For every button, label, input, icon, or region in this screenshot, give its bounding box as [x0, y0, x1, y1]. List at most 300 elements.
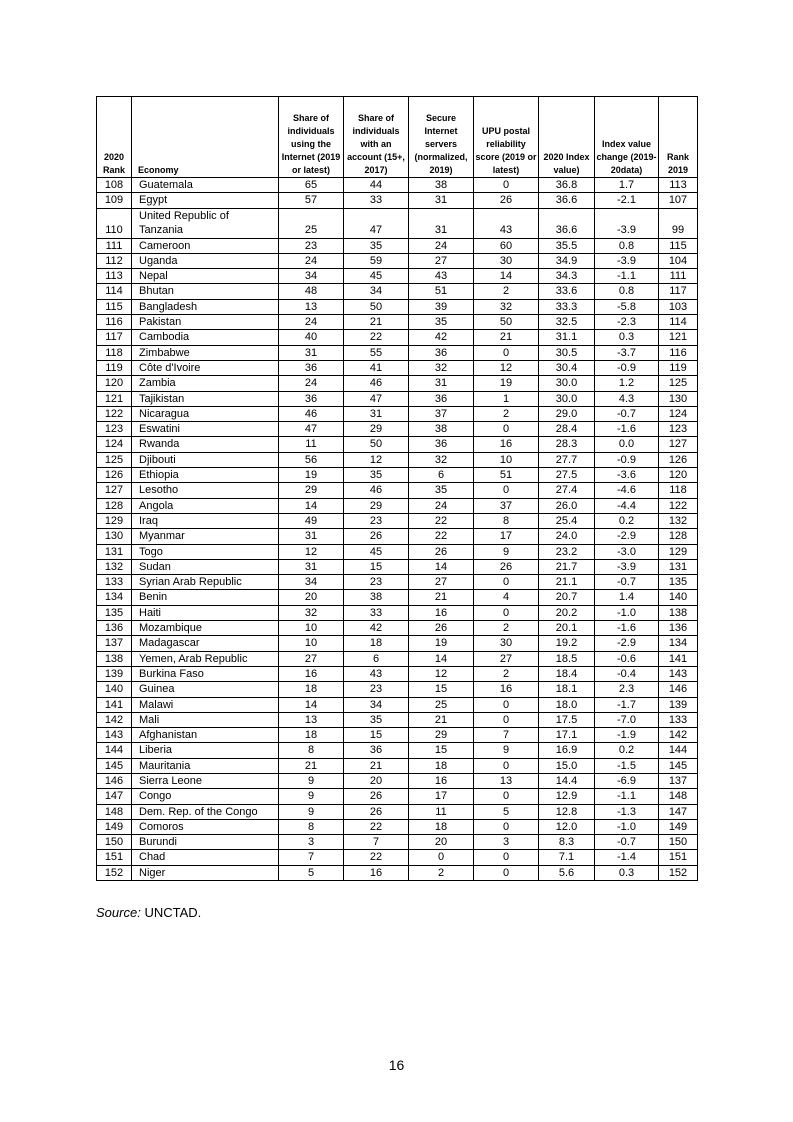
cell-upu-score: 8	[474, 513, 539, 528]
cell-rank-2019: 129	[659, 544, 698, 559]
cell-account-share: 44	[344, 178, 409, 193]
header-index-2020: 2020 Index value)	[539, 97, 595, 178]
cell-secure-servers: 14	[409, 651, 474, 666]
cell-economy: Lesotho	[132, 483, 279, 498]
cell-rank-2019: 128	[659, 529, 698, 544]
cell-index-2020: 18.0	[539, 697, 595, 712]
cell-index-2020: 27.4	[539, 483, 595, 498]
cell-rank-2019: 119	[659, 360, 698, 375]
cell-secure-servers: 2	[409, 865, 474, 880]
cell-index-change: 2.3	[595, 682, 659, 697]
cell-upu-score: 32	[474, 299, 539, 314]
cell-account-share: 38	[344, 590, 409, 605]
cell-economy: Mauritania	[132, 758, 279, 773]
cell-economy: Mozambique	[132, 621, 279, 636]
cell-economy: Benin	[132, 590, 279, 605]
cell-internet-share: 21	[279, 758, 344, 773]
cell-rank-2020: 131	[97, 544, 132, 559]
table-row	[97, 544, 698, 559]
table-row	[97, 529, 698, 544]
cell-index-2020: 34.9	[539, 253, 595, 268]
cell-account-share: 18	[344, 636, 409, 651]
header-index-change: Index value change (2019-20data)	[595, 97, 659, 178]
cell-rank-2019: 145	[659, 758, 698, 773]
cell-economy: Haiti	[132, 605, 279, 620]
cell-account-share: 16	[344, 865, 409, 880]
cell-index-change: -0.4	[595, 666, 659, 681]
cell-index-2020: 19.2	[539, 636, 595, 651]
cell-upu-score: 13	[474, 773, 539, 788]
cell-rank-2020: 124	[97, 437, 132, 452]
cell-rank-2020: 143	[97, 728, 132, 743]
cell-index-2020: 33.6	[539, 284, 595, 299]
cell-secure-servers: 11	[409, 804, 474, 819]
cell-rank-2020: 110	[97, 208, 132, 238]
cell-index-change: -0.7	[595, 406, 659, 421]
cell-rank-2019: 99	[659, 208, 698, 238]
table-row	[97, 345, 698, 360]
cell-upu-score: 0	[474, 483, 539, 498]
cell-rank-2019: 132	[659, 513, 698, 528]
cell-internet-share: 8	[279, 743, 344, 758]
cell-index-change: -1.3	[595, 804, 659, 819]
cell-rank-2020: 128	[97, 498, 132, 513]
header-internet-share: Share of individuals using the Internet (2019 or latest)	[279, 97, 344, 178]
cell-rank-2020: 133	[97, 575, 132, 590]
cell-account-share: 41	[344, 360, 409, 375]
cell-account-share: 45	[344, 544, 409, 559]
cell-economy: Burkina Faso	[132, 666, 279, 681]
cell-economy: Zambia	[132, 376, 279, 391]
cell-secure-servers: 38	[409, 178, 474, 193]
cell-secure-servers: 15	[409, 682, 474, 697]
cell-economy: Tajikistan	[132, 391, 279, 406]
table-row	[97, 238, 698, 253]
cell-index-2020: 36.6	[539, 208, 595, 238]
cell-index-2020: 25.4	[539, 513, 595, 528]
cell-account-share: 29	[344, 498, 409, 513]
table-row	[97, 284, 698, 299]
cell-index-2020: 18.4	[539, 666, 595, 681]
table-row	[97, 865, 698, 880]
cell-economy: Rwanda	[132, 437, 279, 452]
cell-account-share: 15	[344, 728, 409, 743]
cell-rank-2020: 135	[97, 605, 132, 620]
cell-economy: Congo	[132, 789, 279, 804]
cell-economy: Chad	[132, 850, 279, 865]
cell-rank-2019: 134	[659, 636, 698, 651]
cell-rank-2019: 103	[659, 299, 698, 314]
cell-upu-score: 30	[474, 636, 539, 651]
cell-secure-servers: 31	[409, 376, 474, 391]
cell-account-share: 45	[344, 269, 409, 284]
table-row	[97, 468, 698, 483]
cell-rank-2020: 134	[97, 590, 132, 605]
cell-index-2020: 30.4	[539, 360, 595, 375]
cell-rank-2019: 142	[659, 728, 698, 743]
cell-internet-share: 14	[279, 498, 344, 513]
cell-internet-share: 23	[279, 238, 344, 253]
table-row	[97, 422, 698, 437]
cell-secure-servers: 14	[409, 559, 474, 574]
table-row	[97, 636, 698, 651]
cell-internet-share: 48	[279, 284, 344, 299]
cell-account-share: 34	[344, 284, 409, 299]
cell-rank-2020: 141	[97, 697, 132, 712]
cell-internet-share: 8	[279, 819, 344, 834]
table-row	[97, 758, 698, 773]
cell-index-change: -2.9	[595, 529, 659, 544]
cell-index-change: -1.7	[595, 697, 659, 712]
cell-index-change: -3.6	[595, 468, 659, 483]
cell-account-share: 47	[344, 208, 409, 238]
cell-index-change: -1.9	[595, 728, 659, 743]
cell-rank-2019: 149	[659, 819, 698, 834]
table-row	[97, 330, 698, 345]
cell-account-share: 21	[344, 315, 409, 330]
cell-rank-2019: 152	[659, 865, 698, 880]
cell-rank-2020: 149	[97, 819, 132, 834]
cell-index-change: 0.8	[595, 238, 659, 253]
cell-secure-servers: 35	[409, 315, 474, 330]
cell-rank-2020: 129	[97, 513, 132, 528]
cell-index-2020: 18.1	[539, 682, 595, 697]
cell-upu-score: 21	[474, 330, 539, 345]
cell-internet-share: 9	[279, 773, 344, 788]
cell-secure-servers: 21	[409, 590, 474, 605]
cell-rank-2019: 131	[659, 559, 698, 574]
cell-upu-score: 0	[474, 865, 539, 880]
cell-upu-score: 0	[474, 178, 539, 193]
cell-index-change: -3.9	[595, 559, 659, 574]
cell-internet-share: 10	[279, 621, 344, 636]
cell-index-change: -1.1	[595, 789, 659, 804]
cell-account-share: 20	[344, 773, 409, 788]
cell-internet-share: 36	[279, 360, 344, 375]
cell-internet-share: 19	[279, 468, 344, 483]
cell-account-share: 12	[344, 452, 409, 467]
cell-index-change: 0.2	[595, 743, 659, 758]
table-row	[97, 666, 698, 681]
cell-rank-2020: 113	[97, 269, 132, 284]
table-row	[97, 559, 698, 574]
cell-internet-share: 14	[279, 697, 344, 712]
cell-index-2020: 15.0	[539, 758, 595, 773]
cell-account-share: 47	[344, 391, 409, 406]
cell-economy: Iraq	[132, 513, 279, 528]
cell-upu-score: 3	[474, 835, 539, 850]
cell-upu-score: 0	[474, 345, 539, 360]
header-row	[97, 97, 698, 178]
cell-rank-2019: 126	[659, 452, 698, 467]
cell-internet-share: 49	[279, 513, 344, 528]
cell-index-change: -1.6	[595, 422, 659, 437]
cell-rank-2020: 121	[97, 391, 132, 406]
cell-rank-2019: 138	[659, 605, 698, 620]
cell-rank-2020: 152	[97, 865, 132, 880]
cell-account-share: 21	[344, 758, 409, 773]
cell-upu-score: 0	[474, 789, 539, 804]
cell-rank-2020: 140	[97, 682, 132, 697]
cell-index-2020: 26.0	[539, 498, 595, 513]
cell-upu-score: 0	[474, 758, 539, 773]
cell-upu-score: 26	[474, 193, 539, 208]
cell-rank-2020: 109	[97, 193, 132, 208]
cell-index-2020: 12.0	[539, 819, 595, 834]
cell-upu-score: 9	[474, 544, 539, 559]
cell-economy: Mali	[132, 712, 279, 727]
cell-secure-servers: 12	[409, 666, 474, 681]
cell-rank-2019: 143	[659, 666, 698, 681]
cell-economy: Nicaragua	[132, 406, 279, 421]
cell-rank-2019: 107	[659, 193, 698, 208]
cell-secure-servers: 27	[409, 253, 474, 268]
cell-rank-2019: 148	[659, 789, 698, 804]
cell-index-2020: 21.1	[539, 575, 595, 590]
cell-upu-score: 43	[474, 208, 539, 238]
table-row	[97, 850, 698, 865]
cell-index-change: 1.4	[595, 590, 659, 605]
cell-index-2020: 28.4	[539, 422, 595, 437]
cell-index-change: -3.9	[595, 208, 659, 238]
cell-index-change: -7.0	[595, 712, 659, 727]
cell-internet-share: 16	[279, 666, 344, 681]
cell-rank-2020: 115	[97, 299, 132, 314]
cell-secure-servers: 32	[409, 452, 474, 467]
cell-index-2020: 27.7	[539, 452, 595, 467]
cell-internet-share: 57	[279, 193, 344, 208]
cell-account-share: 7	[344, 835, 409, 850]
cell-rank-2019: 150	[659, 835, 698, 850]
cell-index-change: -1.5	[595, 758, 659, 773]
cell-economy: Malawi	[132, 697, 279, 712]
table-row	[97, 498, 698, 513]
cell-internet-share: 34	[279, 575, 344, 590]
cell-account-share: 22	[344, 819, 409, 834]
cell-internet-share: 47	[279, 422, 344, 437]
cell-rank-2019: 117	[659, 284, 698, 299]
cell-secure-servers: 17	[409, 789, 474, 804]
cell-secure-servers: 32	[409, 360, 474, 375]
cell-rank-2019: 144	[659, 743, 698, 758]
cell-index-change: 1.2	[595, 376, 659, 391]
cell-index-2020: 30.0	[539, 391, 595, 406]
cell-index-change: -1.0	[595, 819, 659, 834]
cell-upu-score: 2	[474, 621, 539, 636]
table-row	[97, 437, 698, 452]
cell-secure-servers: 51	[409, 284, 474, 299]
cell-economy: Bangladesh	[132, 299, 279, 314]
table-row	[97, 406, 698, 421]
cell-index-2020: 17.5	[539, 712, 595, 727]
cell-account-share: 23	[344, 513, 409, 528]
cell-economy: Egypt	[132, 193, 279, 208]
cell-secure-servers: 18	[409, 758, 474, 773]
cell-index-2020: 34.3	[539, 269, 595, 284]
cell-index-change: -2.3	[595, 315, 659, 330]
cell-secure-servers: 35	[409, 483, 474, 498]
table-row	[97, 682, 698, 697]
cell-economy: Guinea	[132, 682, 279, 697]
table-row	[97, 391, 698, 406]
cell-internet-share: 31	[279, 559, 344, 574]
header-rank-2020: 2020 Rank	[97, 97, 132, 178]
cell-secure-servers: 24	[409, 498, 474, 513]
cell-economy: Dem. Rep. of the Congo	[132, 804, 279, 819]
cell-account-share: 15	[344, 559, 409, 574]
cell-index-change: 0.8	[595, 284, 659, 299]
cell-upu-score: 60	[474, 238, 539, 253]
cell-economy: Togo	[132, 544, 279, 559]
table-row	[97, 835, 698, 850]
cell-upu-score: 19	[474, 376, 539, 391]
cell-index-change: -0.9	[595, 452, 659, 467]
cell-economy: Côte d'Ivoire	[132, 360, 279, 375]
cell-index-change: -0.7	[595, 575, 659, 590]
cell-index-change: 0.0	[595, 437, 659, 452]
cell-index-change: -4.6	[595, 483, 659, 498]
cell-economy: Nepal	[132, 269, 279, 284]
cell-rank-2019: 136	[659, 621, 698, 636]
cell-economy: Uganda	[132, 253, 279, 268]
cell-index-change: -2.1	[595, 193, 659, 208]
data-table	[96, 96, 698, 881]
cell-index-2020: 17.1	[539, 728, 595, 743]
cell-rank-2019: 139	[659, 697, 698, 712]
cell-rank-2019: 122	[659, 498, 698, 513]
cell-rank-2020: 146	[97, 773, 132, 788]
cell-internet-share: 32	[279, 605, 344, 620]
cell-index-2020: 16.9	[539, 743, 595, 758]
table-row	[97, 728, 698, 743]
cell-internet-share: 24	[279, 376, 344, 391]
cell-index-2020: 18.5	[539, 651, 595, 666]
cell-index-change: -3.0	[595, 544, 659, 559]
cell-secure-servers: 27	[409, 575, 474, 590]
cell-account-share: 46	[344, 483, 409, 498]
cell-economy: Cameroon	[132, 238, 279, 253]
cell-index-change: -2.9	[595, 636, 659, 651]
cell-rank-2020: 111	[97, 238, 132, 253]
cell-account-share: 6	[344, 651, 409, 666]
header-account-share: Share of individuals with an account (15+, 2017)	[344, 97, 409, 178]
cell-index-2020: 32.5	[539, 315, 595, 330]
cell-rank-2019: 123	[659, 422, 698, 437]
cell-index-2020: 28.3	[539, 437, 595, 452]
cell-upu-score: 26	[474, 559, 539, 574]
cell-rank-2020: 145	[97, 758, 132, 773]
cell-internet-share: 27	[279, 651, 344, 666]
table-row	[97, 376, 698, 391]
cell-internet-share: 34	[279, 269, 344, 284]
cell-rank-2019: 118	[659, 483, 698, 498]
cell-secure-servers: 20	[409, 835, 474, 850]
cell-internet-share: 25	[279, 208, 344, 238]
cell-internet-share: 29	[279, 483, 344, 498]
cell-index-2020: 20.2	[539, 605, 595, 620]
cell-index-2020: 30.5	[539, 345, 595, 360]
cell-account-share: 33	[344, 605, 409, 620]
cell-account-share: 35	[344, 712, 409, 727]
cell-account-share: 59	[344, 253, 409, 268]
cell-rank-2020: 151	[97, 850, 132, 865]
table-row	[97, 819, 698, 834]
cell-upu-score: 2	[474, 666, 539, 681]
cell-internet-share: 31	[279, 529, 344, 544]
cell-upu-score: 30	[474, 253, 539, 268]
cell-rank-2019: 111	[659, 269, 698, 284]
cell-secure-servers: 26	[409, 621, 474, 636]
cell-index-2020: 5.6	[539, 865, 595, 880]
cell-index-2020: 31.1	[539, 330, 595, 345]
cell-upu-score: 2	[474, 406, 539, 421]
cell-upu-score: 0	[474, 697, 539, 712]
cell-rank-2020: 108	[97, 178, 132, 193]
cell-upu-score: 5	[474, 804, 539, 819]
cell-secure-servers: 24	[409, 238, 474, 253]
cell-upu-score: 0	[474, 819, 539, 834]
cell-rank-2019: 133	[659, 712, 698, 727]
cell-index-change: 0.3	[595, 330, 659, 345]
cell-rank-2019: 124	[659, 406, 698, 421]
cell-secure-servers: 21	[409, 712, 474, 727]
table-row	[97, 605, 698, 620]
cell-index-change: -1.1	[595, 269, 659, 284]
cell-secure-servers: 31	[409, 193, 474, 208]
cell-secure-servers: 31	[409, 208, 474, 238]
cell-index-change: -5.8	[595, 299, 659, 314]
cell-account-share: 42	[344, 621, 409, 636]
cell-account-share: 33	[344, 193, 409, 208]
table-row	[97, 651, 698, 666]
cell-internet-share: 56	[279, 452, 344, 467]
cell-rank-2019: 125	[659, 376, 698, 391]
cell-index-2020: 24.0	[539, 529, 595, 544]
cell-upu-score: 10	[474, 452, 539, 467]
header-upu-score: UPU postal reliability score (2019 or latest)	[474, 97, 539, 178]
table-row	[97, 575, 698, 590]
cell-index-2020: 12.8	[539, 804, 595, 819]
cell-rank-2020: 116	[97, 315, 132, 330]
cell-economy: Liberia	[132, 743, 279, 758]
table-row	[97, 804, 698, 819]
cell-rank-2020: 114	[97, 284, 132, 299]
cell-economy: Yemen, Arab Republic	[132, 651, 279, 666]
cell-account-share: 50	[344, 299, 409, 314]
cell-internet-share: 3	[279, 835, 344, 850]
cell-rank-2020: 126	[97, 468, 132, 483]
cell-internet-share: 24	[279, 253, 344, 268]
cell-index-change: -1.0	[595, 605, 659, 620]
cell-index-change: -6.9	[595, 773, 659, 788]
cell-index-change: -4.4	[595, 498, 659, 513]
cell-upu-score: 0	[474, 850, 539, 865]
cell-index-change: -0.7	[595, 835, 659, 850]
cell-economy: Madagascar	[132, 636, 279, 651]
cell-rank-2020: 123	[97, 422, 132, 437]
cell-rank-2019: 135	[659, 575, 698, 590]
cell-rank-2020: 119	[97, 360, 132, 375]
cell-account-share: 36	[344, 743, 409, 758]
header-secure-servers: Secure Internet servers (normalized, 2019)	[409, 97, 474, 178]
cell-index-2020: 27.5	[539, 468, 595, 483]
cell-economy: Burundi	[132, 835, 279, 850]
cell-internet-share: 13	[279, 299, 344, 314]
cell-rank-2019: 115	[659, 238, 698, 253]
cell-economy: Bhutan	[132, 284, 279, 299]
cell-account-share: 26	[344, 529, 409, 544]
cell-account-share: 55	[344, 345, 409, 360]
